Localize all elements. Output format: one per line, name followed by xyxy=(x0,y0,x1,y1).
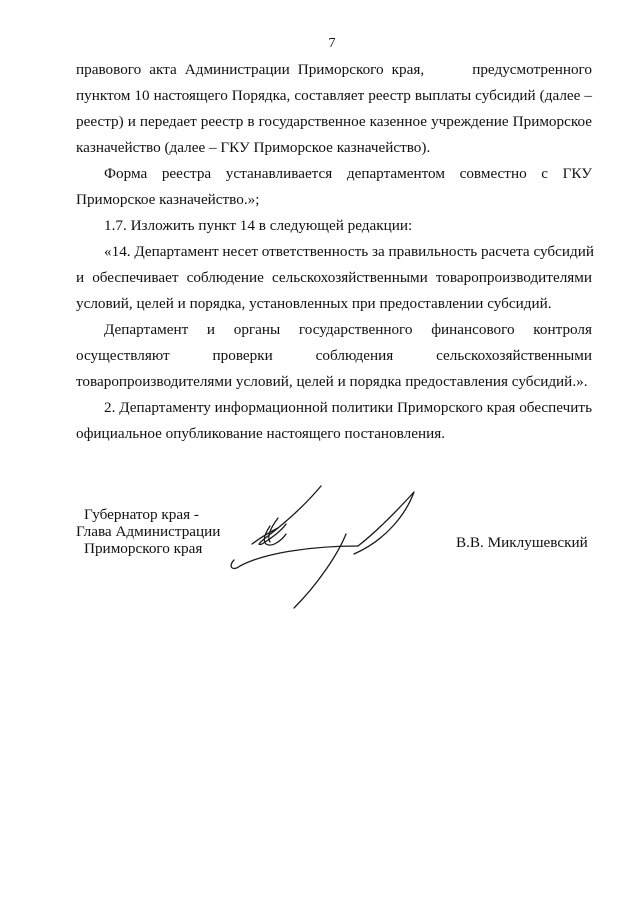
body-line: условий, целей и порядка, установленных при предоставлении субсидий. xyxy=(76,295,552,312)
body-line: правового акта Администрации Приморского края, предусмотренного xyxy=(76,61,592,78)
body-line: реестр) и передает реестр в государственное казенное учреждение Приморское xyxy=(76,113,592,130)
page-number: 7 xyxy=(328,36,336,51)
body-line: пунктом 10 настоящего Порядка, составляет реестр выплаты субсидий (далее – xyxy=(76,87,592,104)
body-line: товаропроизводителями условий, целей и порядка предоставления субсидий.». xyxy=(76,373,588,390)
body-line: казначейство (далее – ГКУ Приморское казначейство). xyxy=(76,139,431,156)
body-line: Форма реестра устанавливается департаментом совместно с ГКУ xyxy=(104,165,592,182)
signatory-position-line: Приморского края xyxy=(84,540,203,557)
body-line: и обеспечивает соблюдение сельскохозяйственными товаропроизводителями xyxy=(76,269,592,286)
signatory-position-line: Губернатор края - xyxy=(84,506,199,523)
body-line: 2. Департаменту информационной политики Приморского края обеспечить xyxy=(104,399,592,416)
signatory-name: В.В. Миклушевский xyxy=(456,534,588,551)
body-line: 1.7. Изложить пункт 14 в следующей редакции: xyxy=(104,217,413,234)
signatory-position-line: Глава Администрации xyxy=(76,523,221,540)
body-line: официальное опубликование настоящего постановления. xyxy=(76,425,445,442)
body-line: Департамент и органы государственного финансового контроля xyxy=(104,321,592,338)
body-line: Приморское казначейство.»; xyxy=(76,191,260,208)
body-line: осуществляют проверки соблюдения сельскохозяйственными xyxy=(76,347,592,364)
body-line: «14. Департамент несет ответственность за правильность расчета субсидий xyxy=(104,243,594,260)
handwritten-signature xyxy=(226,474,426,614)
